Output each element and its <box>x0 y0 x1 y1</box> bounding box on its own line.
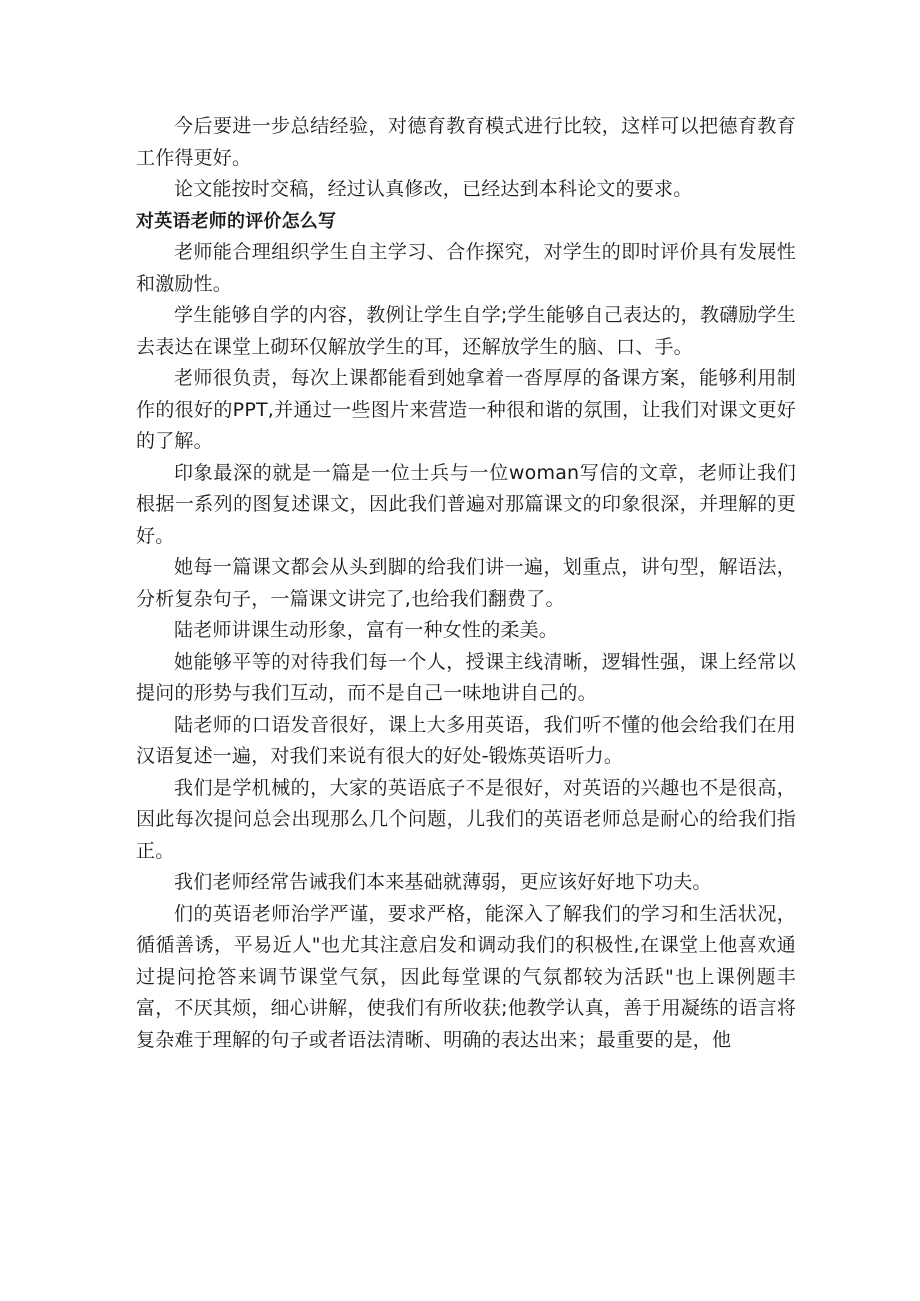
paragraph: 论文能按时交稿，经过认真修改，已经达到本科论文的要求。 <box>174 178 693 200</box>
paragraph: 陆老师的口语发音很好，课上大多用英语，我们听不懂的他会给我们在用汉语复述一遍，对我们来说有很大的好处-锻炼英语听力。 <box>136 713 796 767</box>
paragraph: 老师能合理组织学生自主学习、合作探究，对学生的即时评价具有发展性和激励性。 <box>136 241 796 295</box>
paragraph: 学生能够自学的内容，教例让学生自学;学生能够自己表达的，教礴励学生去表达在课堂上砌环仅解放学生的耳，还解放学生的脑、口、手。 <box>136 304 796 358</box>
paragraph: 印象最深的就是一篇是一位士兵与一位woman写信的文章，老师让我们根据一系列的图复述课文，因此我们普遍对那篇课文的印象很深，并理解的更好。 <box>136 461 796 547</box>
paragraph: 她能够平等的对待我们每一个人，授课主线清晰，逻辑性强，课上经常以提问的形势与我们互动，而不是自己一味地讲自己的。 <box>136 650 796 704</box>
paragraph: 我们是学机械的，大家的英语底子不是很好，对英语的兴趣也不是很高，因此每次提问总会出现那么几个问题，儿我们的英语老师总是耐心的给我们指正。 <box>136 776 796 862</box>
document-body <box>136 111 796 1056</box>
paragraph: 们的英语老师治学严谨，要求严格，能深入了解我们的学习和生活状况，循循善诱，平易近人"也尤其注意启发和调动我们的积极性,在课堂上他喜欢通过提问抢答来调节课堂气氛，因此每堂课的气氛都较为活跃"也上课例题丰富，不厌其烦，细心讲解，使我们有所收获;他教学认真，善于用凝练的语言将复杂难于理解的句子或者语法清晰、明确的表达出来；最重要的是，他 <box>136 902 796 1051</box>
paragraph: 陆老师讲课生动形象，富有一种女性的柔美。 <box>174 619 559 641</box>
paragraph: 今后要进一步总结经验，对德育教育模式进行比较，这样可以把德育教育工作得更好。 <box>136 115 796 169</box>
paragraph: 她每一篇课文都会从头到脚的给我们讲一遍，划重点，讲句型，解语法，分析复杂句子，一篇课文讲完了,也给我们翻费了。 <box>136 556 796 610</box>
paragraph: 老师很负责，每次上课都能看到她拿着一沓厚厚的备课方案，能够利用制作的很好的PPT,并通过一些图片来营造一种很和谐的氛围，让我们对课文更好的了解。 <box>136 367 796 452</box>
paragraph: 我们老师经常告诫我们本来基础就薄弱，更应该好好地下功夫。 <box>174 871 712 893</box>
section-heading: 对英语老师的评价怎么写 <box>136 210 337 232</box>
